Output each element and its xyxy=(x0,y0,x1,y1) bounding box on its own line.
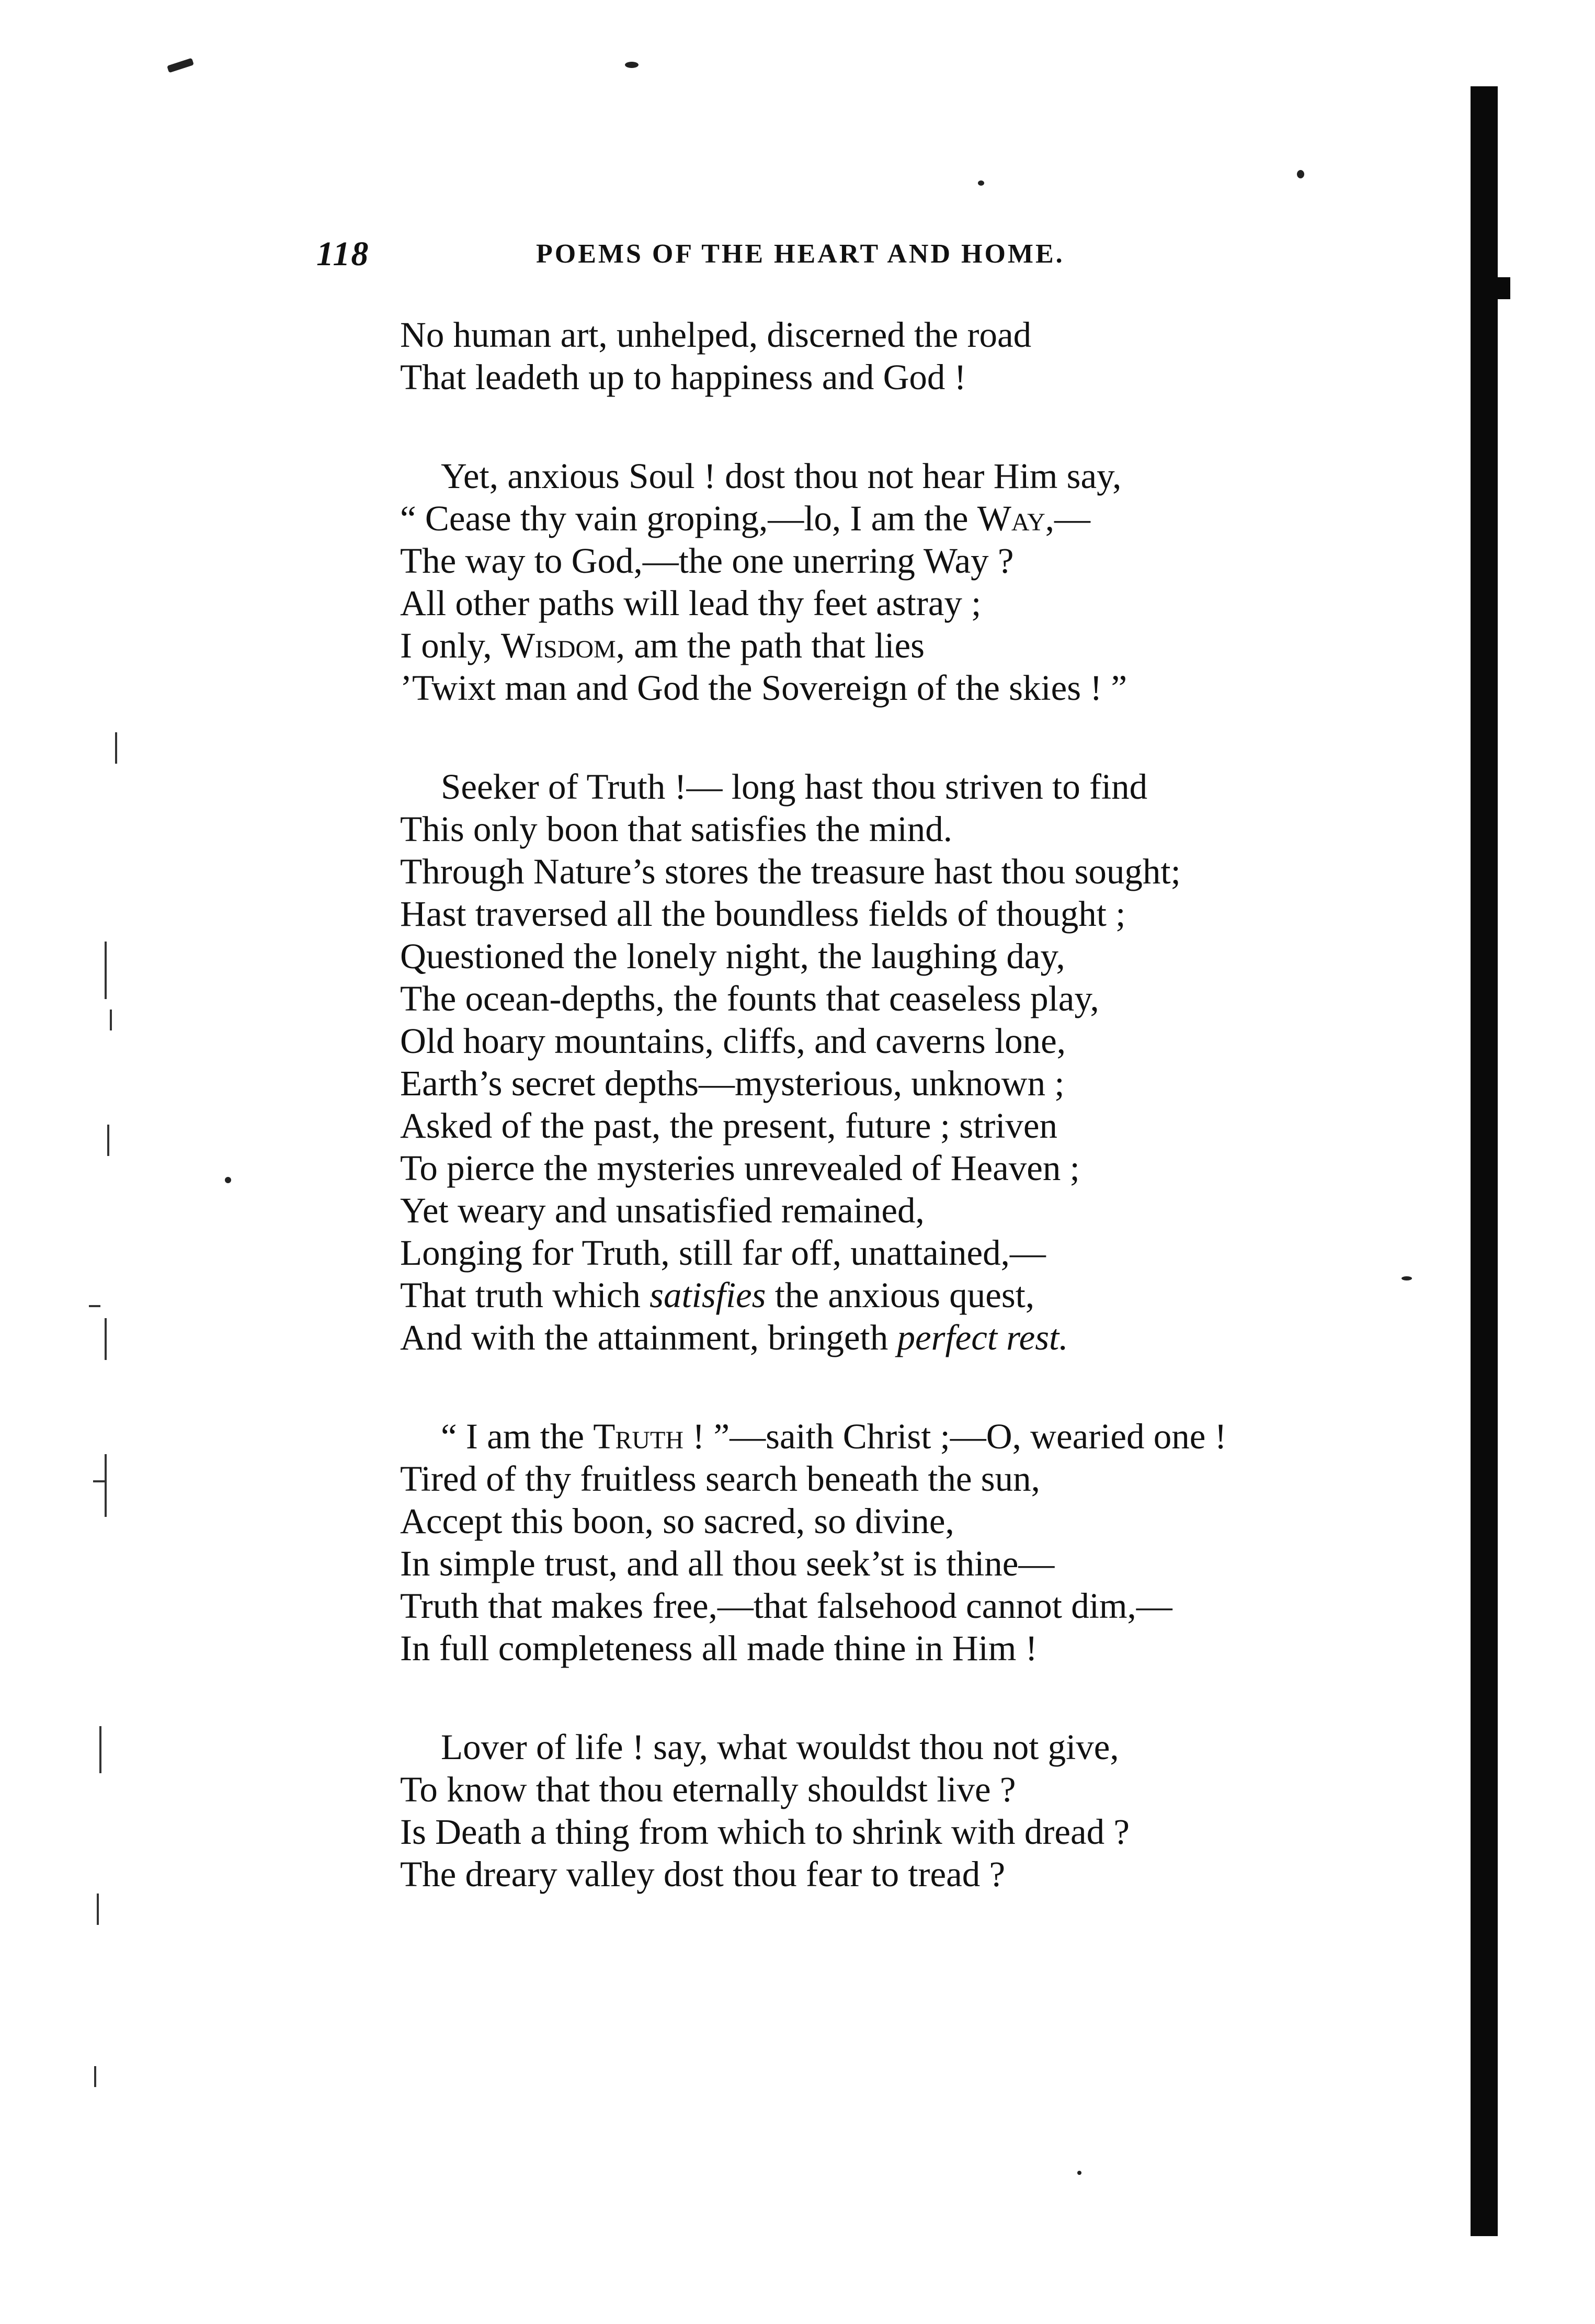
margin-mark xyxy=(110,1010,112,1030)
ink-speck xyxy=(1402,1276,1412,1280)
poem-line: Longing for Truth, still far off, unattained,— xyxy=(400,1233,1046,1273)
stanza xyxy=(400,455,1425,709)
poem-line: “ Cease thy vain groping,—lo, I am the Way,— xyxy=(400,498,1091,538)
stanza xyxy=(400,1415,1425,1670)
page-number: 118 xyxy=(316,235,370,273)
poem-line: Tired of thy fruitless search beneath the sun, xyxy=(400,1459,1040,1499)
poem-line: Through Nature’s stores the treasure hast thou sought; xyxy=(400,852,1181,891)
poem-line: Seeker of Truth !— long hast thou striven to find xyxy=(441,767,1148,807)
margin-mark xyxy=(97,1894,99,1925)
margin-mark xyxy=(105,1318,107,1360)
running-title: POEMS OF THE HEART AND HOME. xyxy=(536,239,1065,269)
styled-word: perfect rest. xyxy=(897,1318,1068,1357)
poem-line: Hast traversed all the boundless fields of thought ; xyxy=(400,894,1126,934)
poem-line: The way to God,—the one unerring Way ? xyxy=(400,541,1014,581)
ink-speck xyxy=(167,58,194,73)
poem-line: All other paths will lead thy feet astray ; xyxy=(400,583,982,623)
ink-speck xyxy=(978,180,984,186)
poem-line: Old hoary mountains, cliffs, and caverns lone, xyxy=(400,1021,1066,1061)
poem-line: The dreary valley dost thou fear to tread ? xyxy=(400,1854,1006,1894)
ink-speck xyxy=(1297,170,1304,178)
poem-line: In simple trust, and all thou seek’st is thine— xyxy=(400,1544,1055,1583)
margin-mark xyxy=(105,1454,107,1517)
poem-line: Earth’s secret depths—mysterious, unknown ; xyxy=(400,1063,1065,1103)
stanza xyxy=(400,766,1425,1359)
poem-line: Truth that makes free,—that falsehood cannot dim,— xyxy=(400,1586,1172,1626)
ink-speck xyxy=(1077,2171,1081,2175)
poem-line: Is Death a thing from which to shrink with dread ? xyxy=(400,1812,1130,1852)
ink-speck xyxy=(225,1177,231,1183)
poem-line: The ocean-depths, the founts that ceaseless play, xyxy=(400,979,1099,1018)
poem-line: Accept this boon, so sacred, so divine, xyxy=(400,1501,954,1541)
scan-edge-shadow xyxy=(1471,86,1498,2236)
poem-line: That leadeth up to happiness and God ! xyxy=(400,357,966,397)
scan-edge-notch xyxy=(1496,277,1510,299)
poem-line: To pierce the mysteries unrevealed of Heaven ; xyxy=(400,1148,1080,1188)
poem-line: Asked of the past, the present, future ; striven xyxy=(400,1106,1057,1146)
stanza xyxy=(400,1726,1425,1896)
styled-word: satisfies xyxy=(650,1275,766,1315)
ink-speck xyxy=(625,62,639,68)
poem-line: I only, Wisdom, am the path that lies xyxy=(400,626,925,665)
poem-line: Questioned the lonely night, the laughing day, xyxy=(400,936,1065,976)
styled-word: Way, xyxy=(977,498,1055,538)
poem-line: ’Twixt man and God the Sovereign of the skies ! ” xyxy=(400,668,1127,708)
poem-line: In full completeness all made thine in Him ! xyxy=(400,1628,1038,1668)
poem-line: “ I am the Truth ! ”—saith Christ ;—O, wearied one ! xyxy=(441,1416,1227,1456)
styled-word: Truth ! xyxy=(593,1416,705,1456)
margin-mark xyxy=(115,732,117,764)
stanza xyxy=(400,314,1425,399)
running-head xyxy=(316,234,1179,271)
margin-mark xyxy=(94,2066,96,2087)
margin-mark xyxy=(105,942,107,999)
poem-line: This only boon that satisfies the mind. xyxy=(400,809,952,849)
margin-mark xyxy=(99,1726,101,1773)
poem-body xyxy=(400,314,1425,1952)
margin-mark xyxy=(107,1125,109,1156)
poem-line: And with the attainment, bringeth perfect rest. xyxy=(400,1318,1068,1357)
poem-line: That truth which satisfies the anxious quest, xyxy=(400,1275,1035,1315)
poem-line: Yet weary and unsatisfied remained, xyxy=(400,1191,925,1230)
poem-line: To know that thou eternally shouldst live ? xyxy=(400,1770,1016,1809)
poem-line: Lover of life ! say, what wouldst thou not give, xyxy=(441,1727,1119,1767)
margin-mark xyxy=(89,1305,100,1307)
styled-word: Wisdom, xyxy=(500,626,625,665)
poem-line: No human art, unhelped, discerned the road xyxy=(400,315,1032,355)
poem-line: Yet, anxious Soul ! dost thou not hear Him say, xyxy=(441,456,1122,496)
